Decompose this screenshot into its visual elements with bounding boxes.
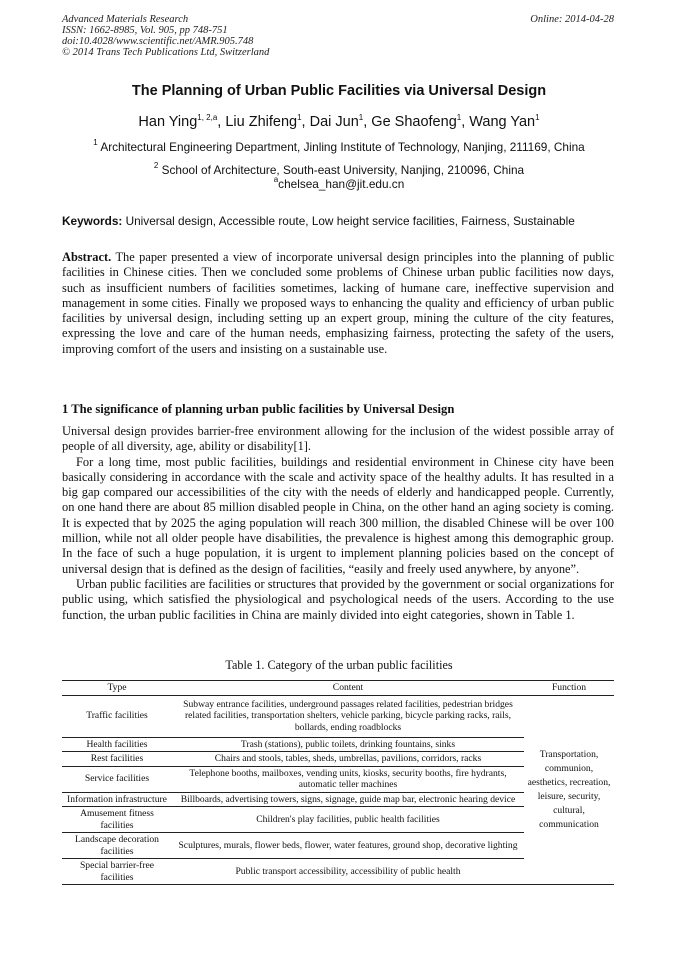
type-cell: Landscape decoration facilities: [62, 833, 172, 859]
author-sup: 1: [456, 113, 462, 122]
type-cell: Amusement fitness facilities: [62, 807, 172, 833]
category-table: [62, 680, 614, 885]
journal-meta: [62, 14, 269, 58]
paragraph: Universal design provides barrier-free environment allowing for the inclusion of the widest possible array of people of all diversity, age, ability or disability[1].: [62, 424, 614, 454]
type-cell: Service facilities: [62, 766, 172, 792]
online-date: Online: 2014-04-28: [530, 14, 614, 25]
content-cell: Children's play facilities, public health facilities: [172, 807, 524, 833]
author-name: Han Ying: [138, 114, 198, 130]
type-cell: Traffic facilities: [62, 695, 172, 737]
author-name: Liu Zhifeng: [225, 114, 298, 130]
journal-issn: ISSN: 1662-8985, Vol. 905, pp 748-751: [62, 25, 228, 36]
author-name: Dai Jun: [309, 114, 359, 130]
paragraph: Urban public facilities are facilities or structures that provided by the government or social organizations for public using, which satisfied the physiological and psychological needs of the users. According to the use function, the urban public facilities in China are mainly divided into eight categories, shown in Table 1.: [62, 576, 614, 622]
table-caption: Table 1. Category of the urban public facilities: [225, 658, 453, 672]
content-cell: Sculptures, murals, flower beds, flower, water features, ground shop, decorative lighting: [172, 833, 524, 859]
keywords-text: Universal design, Accessible route, Low height service facilities, Fairness, Sustainable: [125, 214, 575, 228]
keywords-label: Keywords:: [62, 214, 123, 228]
author-sup: 1, 2,a: [197, 113, 218, 122]
column-header: Function: [524, 681, 614, 696]
affiliation-sup: a: [273, 175, 279, 184]
content-cell: Chairs and stools, tables, sheds, umbrellas, pavilions, corridors, racks: [172, 752, 524, 767]
type-cell: Rest facilities: [62, 752, 172, 767]
affiliation-text: Architectural Engineering Department, Jinling Institute of Technology, Nanjing, 211169, China: [100, 140, 585, 154]
author-list: Han Ying$^{1, 2,a}$, Liu Zhifeng$^1$, Dai Jun$^1$, Ge Shaofeng$^1$, Wang Yan$^1$: [138, 113, 540, 130]
affiliation-sup: 2: [153, 161, 159, 170]
abstract-text: The paper presented a view of incorporate universal design principles into the planning of public facilities in Chinese cities. Then we concluded some problems of Chinese urban public facilities now days, such as insufficient numbers of facilities sometimes, lacking of humane care, ineffective supervision and management in some cities. Finally we proposed ways to enhancing the quality and efficiency of urban public facilities by universal design, including setting up an expert group, mining the culture of the city features, expressing the love and care of the human needs, emphasizing fairness, protecting the safety of the users, improving comfort of the users and insisting on a sustainable use.: [62, 250, 614, 356]
email-link[interactable]: chelsea_han@jit.edu.cn: [278, 177, 405, 191]
table-header-row: [62, 681, 614, 696]
table-row: [62, 695, 614, 737]
affiliation-sup: 1: [93, 138, 98, 147]
abstract-label: Abstract.: [62, 250, 112, 264]
section-body: [62, 424, 614, 623]
journal-copyright: © 2014 Trans Tech Publications Ltd, Switzerland: [62, 47, 270, 58]
keywords: [62, 214, 622, 228]
author-sup: 1: [358, 113, 364, 122]
journal-name: Advanced Materials Research: [62, 14, 189, 25]
affiliation: [0, 138, 678, 154]
affiliation-text: School of Architecture, South-east University, Nanjing, 210096, China: [161, 163, 525, 177]
paragraph: For a long time, most public facilities, buildings and residential environment in Chinese city have been basically considering in accordance with the scale and activity space of the healthy adults. It has resulted in a big gap compared our accessibilities of the city with the needs of elderly and handicapped people. Currently, on one hand there are about 85 million disabled people in China, on the other hand an aging society is coming. It is expected that by 2025 the aging population will reach 300 million, the disabled Chinese will be over 100 million, while not all older people have disabilities, the prevalence is highest among this demographic group. In the face of such a huge population, it is urgent to implement planning policies based on the concept of universal design that is defined as the design of facilities, “easily and freely used anywhere, by anyone”.: [62, 454, 614, 576]
author-sup: 1: [535, 113, 540, 122]
type-cell: Health facilities: [62, 737, 172, 752]
function-cell: Transportation, communion, aesthetics, recreation, leisure, security, cultural, communication: [524, 695, 614, 885]
paper-title: The Planning of Urban Public Facilities via Universal Design: [131, 83, 547, 99]
content-cell: Public transport accessibility, accessibility of public health: [172, 859, 524, 885]
column-header: Type: [62, 681, 172, 696]
journal-doi[interactable]: doi:10.4028/www.scientific.net/AMR.905.748: [62, 36, 254, 47]
column-header: Content: [172, 681, 524, 696]
affiliation-email: [0, 175, 678, 191]
content-cell: Billboards, advertising towers, signs, signage, guide map bar, electronic hearing device: [172, 792, 524, 807]
section-heading: 1 The significance of planning urban public facilities by Universal Design: [62, 402, 455, 416]
content-cell: Subway entrance facilities, underground passages related facilities, pedestrian bridges related facilities, transportation shelters, vehicle parking, bicycle parking racks, rails, bollards, ending roadblocks: [172, 695, 524, 737]
author-name: Ge Shaofeng: [371, 114, 457, 130]
author-name: Wang Yan: [469, 114, 536, 130]
content-cell: Trash (stations), public toilets, drinking fountains, sinks: [172, 737, 524, 752]
type-cell: Information infrastructure: [62, 792, 172, 807]
content-cell: Telephone booths, mailboxes, vending units, kiosks, security booths, fire hydrants, automatic teller machines: [172, 766, 524, 792]
type-cell: Special barrier-free facilities: [62, 859, 172, 885]
author-sup: 1: [297, 113, 302, 122]
abstract: [62, 250, 614, 357]
